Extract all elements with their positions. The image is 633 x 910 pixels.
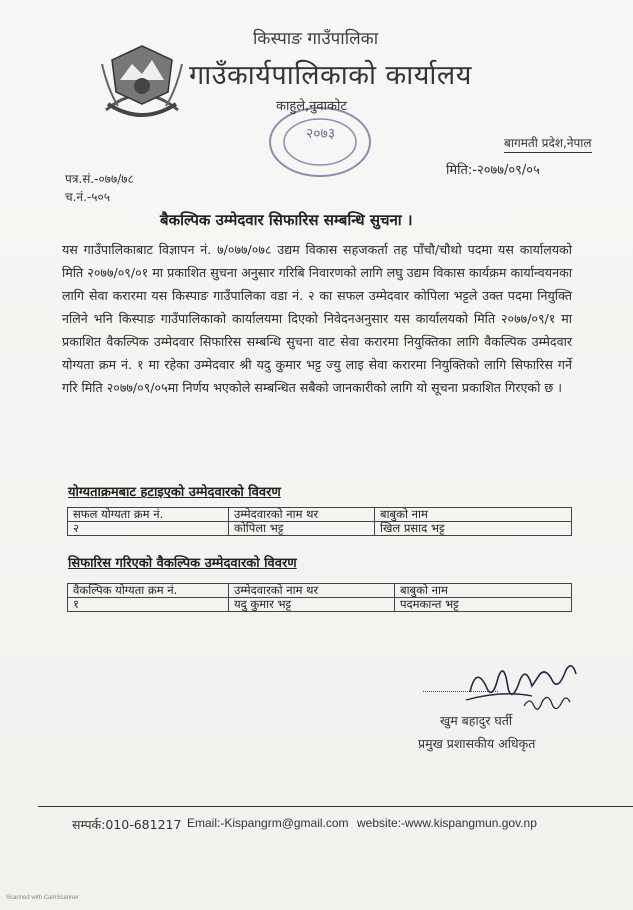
table-cell: कोपिला भट्ट (229, 522, 375, 536)
official-stamp (266, 104, 374, 180)
table-cell: २ (68, 522, 229, 536)
nepal-emblem-logo (98, 40, 186, 124)
table-cell: यदु कुमार भट्ट (229, 598, 395, 612)
header-cell: उम्मेदवारको नाम थर (229, 508, 375, 522)
table-cell: खिल प्रसाद भट्ट (375, 522, 572, 536)
signer-name: खुम बहादुर घर्ती (440, 713, 513, 728)
svg-text:२०७३: २०७३ (306, 126, 336, 142)
office-name: गाउँकार्यपालिकाको कार्यालय (189, 60, 472, 91)
district-address: काहुले,नुवाकोट (276, 99, 347, 114)
header-cell: उम्मेदवारको नाम थर (229, 584, 395, 598)
header-cell: बाबुको नाम (375, 508, 572, 522)
table-header-row (68, 584, 572, 598)
table-cell: पदमकान्त भट्ट (395, 598, 572, 612)
section-recommended-candidate-title: सिफारिस गरिएको वैकल्पिक उम्मेदवारको विवरण (68, 556, 297, 571)
website-link[interactable]: website:-www.kispangmun.gov.np (357, 816, 537, 830)
signer-designation: प्रमुख प्रशासकीय अधिकृत (418, 736, 536, 751)
letter-date: मिति:-२०७७/०९/०५ (446, 163, 540, 178)
header-cell: सफल योग्यता क्रम नं. (68, 508, 229, 522)
table-header-row (68, 508, 572, 522)
municipality-name: किस्पाङ गाउँपालिका (253, 29, 379, 49)
contact-phone: सम्पर्क:010-681217 (72, 817, 182, 832)
section-removed-candidate-title: योग्यताक्रमबाट हटाइएको उम्मेदवारको विवरण (68, 485, 281, 500)
contact-email: Email:-Kispangrm@gmail.com (187, 816, 349, 830)
footer-divider (38, 806, 633, 807)
table-cell: १ (68, 598, 229, 612)
recommended-candidate-table (67, 583, 572, 612)
removed-candidate-table (67, 507, 572, 536)
notice-body: यस गाउँपालिकाबाट विज्ञापन नं. ७/०७७/०७८ उद्यम विकास सहजकर्ता तह पाँचौ/चौथो पदमा यस कार्यालयको मिति २०७७/०९/०१ मा प्रकाशित सुचना अनुसार गरिबि निवारणको लागि लघु उद्यम विकास कार्यक्रम कार्यान्वयनका लागि सेवा करारमा यस किस्पाङ गाउँपालिका वडा नं. २ का सफल उम्मेदवार कोपिला भट्टले उक्त पदमा नियुक्ति नलिने भनि किस्पाङ गाउँपालिकाको कार्यालयमा दिएको निवेदनअनुसार यस कार्यालयको मिति २०७७/०९/१ मा प्रकाशित वैकल्पिक उम्मेदवार सिफारिस सम्बन्धि सुचना वाट सेवा करारमा नियुक्तिका लागि वैकल्पिक उम्मेदवार योग्यता क्रम नं. १ मा रहेका उम्मेदवार श्री यदु कुमार भट्ट ज्यु लाइ सेवा करारमा नियुक्तिको लागि सिफारिस गर्ने गरि मिति २०७७/०९/०५मा निर्णय भएकोले सम्बन्धित सबैको जानकारीको लागि यो सूचना प्रकाशित गिरएको छ । (62, 242, 572, 395)
dispatch-number: च.नं.-५०५ (65, 190, 110, 204)
reference-number: पत्र.सं.-०७७/७८ (65, 172, 134, 186)
table-row (68, 522, 572, 536)
scanner-watermark: Scanned with CamScanner (6, 895, 79, 901)
subject-line: बैकल्पिक उम्मेदवार सिफारिस सम्बन्धि सुचना । (160, 211, 413, 229)
header-cell: वैकल्पिक योग्यता क्रम नं. (68, 584, 229, 598)
header-cell: बाबुको नाम (395, 584, 572, 598)
province-address: बागमती प्रदेश,नेपाल (504, 134, 592, 153)
table-row (68, 598, 572, 612)
